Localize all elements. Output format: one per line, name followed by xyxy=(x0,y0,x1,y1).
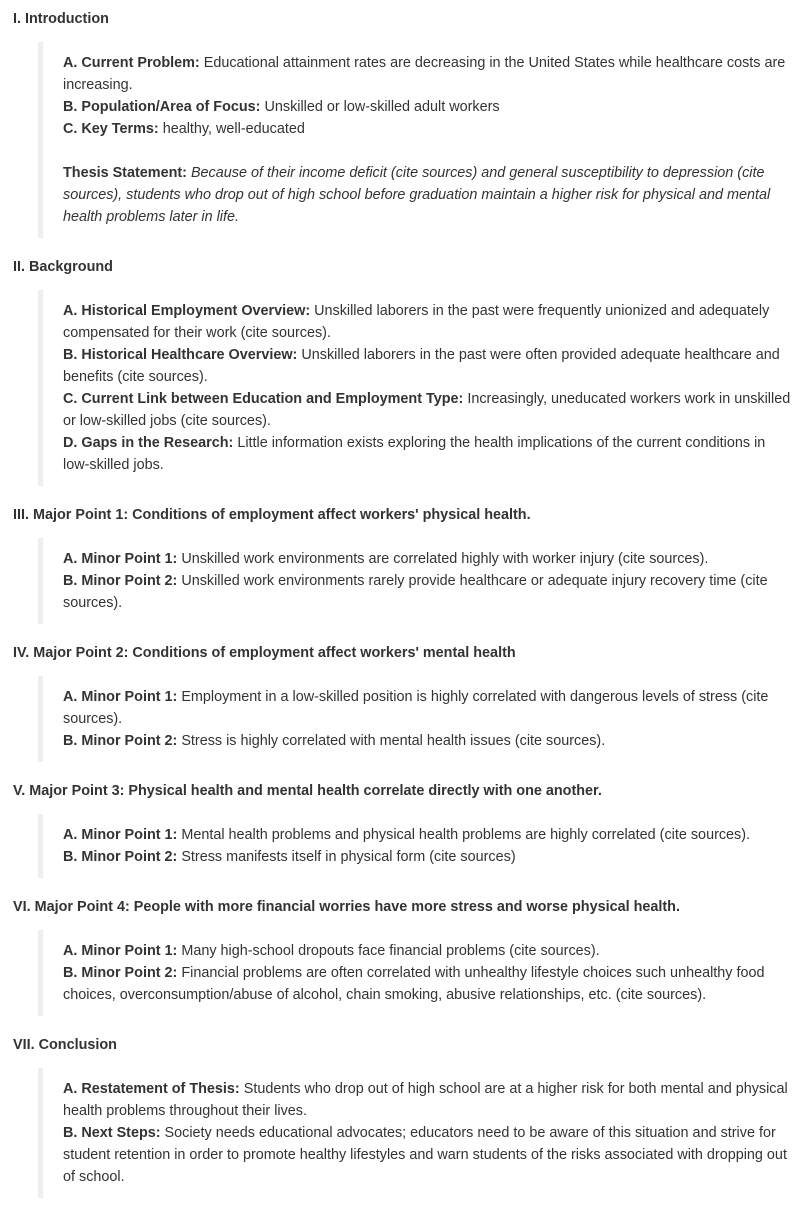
outline-item xyxy=(63,432,793,476)
section-heading-major-point-3: V. Major Point 3: Physical health and mental health correlate directly with one another. xyxy=(13,783,602,799)
section-heading-major-point-2: IV. Major Point 2: Conditions of employment affect workers' mental health xyxy=(13,645,516,661)
outline-item xyxy=(63,730,793,752)
section-heading-conclusion: VII. Conclusion xyxy=(13,1037,117,1053)
item-label: B. Minor Point 2: xyxy=(63,849,178,865)
item-text: Little information exists exploring the health implications of the current conditions in low-skilled jobs. xyxy=(63,435,766,473)
item-text: Stress is highly correlated with mental health issues (cite sources). xyxy=(177,733,606,749)
outline-item xyxy=(63,846,793,868)
section-heading-background: II. Background xyxy=(13,259,113,275)
outline-item xyxy=(63,548,793,570)
item-label: B. Historical Healthcare Overview: xyxy=(63,347,298,363)
thesis-text: Because of their income deficit (cite sources) and general susceptibility to depression (cite sources), students who drop out of high school before graduation maintain a higher risk for physical and mental health problems later in life. xyxy=(63,165,771,225)
outline-item xyxy=(63,1078,793,1122)
item-label: A. Minor Point 1: xyxy=(63,551,178,567)
outline-item xyxy=(63,686,793,730)
outline-item xyxy=(63,940,793,962)
outline-item xyxy=(63,824,793,846)
outline-item xyxy=(63,962,793,1006)
item-text: Society needs educational advocates; educators need to be aware of this situation and strive for student retention in order to promote healthy lifestyles and warn students of the risks associated with dropping out of school. xyxy=(63,1125,787,1185)
section-body-major-point-4 xyxy=(38,930,793,1016)
item-label: C. Current Link between Education and Employment Type: xyxy=(63,391,464,407)
item-text: Financial problems are often correlated with unhealthy lifestyle choices such unhealthy food choices, overconsumption/abuse of alcohol, chain smoking, abusive relationships, etc. (cite sources). xyxy=(63,965,765,1003)
item-label: C. Key Terms: xyxy=(63,121,159,137)
outline-item xyxy=(63,96,793,118)
item-text: Unskilled work environments are correlated highly with worker injury (cite sources). xyxy=(177,551,709,567)
outline-item xyxy=(63,570,793,614)
item-text: healthy, well-educated xyxy=(158,121,305,137)
item-label: B. Population/Area of Focus: xyxy=(63,99,261,115)
item-label: A. Minor Point 1: xyxy=(63,689,178,705)
outline-item xyxy=(63,1122,793,1188)
item-label: A. Historical Employment Overview: xyxy=(63,303,311,319)
section-heading-introduction: I. Introduction xyxy=(13,11,109,27)
outline-item xyxy=(63,388,793,432)
item-text: Many high-school dropouts face financial problems (cite sources). xyxy=(177,943,600,959)
section-heading-major-point-4: VI. Major Point 4: People with more financial worries have more stress and worse physical health. xyxy=(13,899,680,915)
item-label: B. Next Steps: xyxy=(63,1125,161,1141)
item-text: Unskilled laborers in the past were frequently unionized and adequately compensated for their work (cite sources). xyxy=(63,303,770,341)
item-label: A. Current Problem: xyxy=(63,55,200,71)
item-text: Educational attainment rates are decreasing in the United States while healthcare costs are increasing. xyxy=(63,55,786,93)
item-label: B. Minor Point 2: xyxy=(63,965,178,981)
item-text: Stress manifests itself in physical form (cite sources) xyxy=(177,849,516,865)
item-label: A. Restatement of Thesis: xyxy=(63,1081,240,1097)
item-text: Unskilled laborers in the past were often provided adequate healthcare and benefits (cite sources). xyxy=(63,347,780,385)
outline-item xyxy=(63,118,793,140)
item-text: Unskilled work environments rarely provide healthcare or adequate injury recovery time (cite sources). xyxy=(63,573,768,611)
item-label: B. Minor Point 2: xyxy=(63,733,178,749)
thesis-label: Thesis Statement: xyxy=(63,165,187,181)
section-body-major-point-3 xyxy=(38,814,793,878)
section-body-introduction xyxy=(38,42,793,238)
item-label: D. Gaps in the Research: xyxy=(63,435,234,451)
item-label: A. Minor Point 1: xyxy=(63,827,178,843)
outline-item xyxy=(63,300,793,344)
section-heading-major-point-1: III. Major Point 1: Conditions of employment affect workers' physical health. xyxy=(13,507,531,523)
section-body-background xyxy=(38,290,793,486)
item-text: Students who drop out of high school are at a higher risk for both mental and physical health problems throughout their lives. xyxy=(63,1081,788,1119)
item-text: Unskilled or low-skilled adult workers xyxy=(260,99,500,115)
outline-item xyxy=(63,52,793,96)
outline-item xyxy=(63,344,793,388)
section-body-conclusion xyxy=(38,1068,793,1198)
section-body-major-point-1 xyxy=(38,538,793,624)
item-text: Mental health problems and physical health problems are highly correlated (cite sources). xyxy=(177,827,751,843)
thesis-statement xyxy=(63,162,793,228)
item-text: Employment in a low-skilled position is highly correlated with dangerous levels of stress (cite sources). xyxy=(63,689,769,727)
item-text: Increasingly, uneducated workers work in unskilled or low-skilled jobs (cite sources). xyxy=(63,391,791,429)
item-label: A. Minor Point 1: xyxy=(63,943,178,959)
item-label: B. Minor Point 2: xyxy=(63,573,178,589)
section-body-major-point-2 xyxy=(38,676,793,762)
